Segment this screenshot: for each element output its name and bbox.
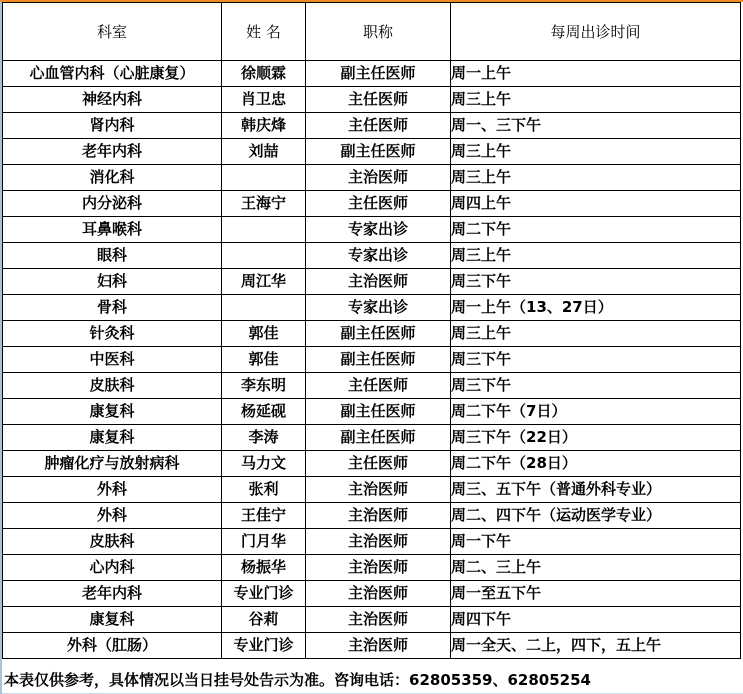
schedule-table (2, 2, 741, 659)
table-row (3, 503, 741, 529)
table-row (3, 581, 741, 607)
cell-time: 周三下午 (451, 373, 741, 399)
cell-time: 周二下午 (451, 217, 741, 243)
cell-dept: 妇科 (3, 269, 222, 295)
table-row (3, 243, 741, 269)
cell-title: 副主任医师 (306, 321, 451, 347)
cell-name: 李涛 (222, 425, 306, 451)
footer-note: 本表仅供参考，具体情况以当日挂号处告示为准。咨询电话：62805359、62805254 (2, 668, 743, 694)
cell-title: 主治医师 (306, 633, 451, 659)
cell-dept: 康复科 (3, 399, 222, 425)
table-row (3, 87, 741, 113)
cell-name: 郭佳 (222, 347, 306, 373)
cell-time: 周三上午 (451, 139, 741, 165)
cell-dept: 中医科 (3, 347, 222, 373)
cell-time: 周二下午（7日） (451, 399, 741, 425)
cell-name: 门月华 (222, 529, 306, 555)
cell-dept: 康复科 (3, 607, 222, 633)
cell-name: 专业门诊 (222, 633, 306, 659)
cell-title: 副主任医师 (306, 347, 451, 373)
cell-time: 周三、五下午（普通外科专业） (451, 477, 741, 503)
cell-name: 徐顺霖 (222, 61, 306, 87)
cell-title: 主任医师 (306, 113, 451, 139)
cell-title: 主任医师 (306, 451, 451, 477)
table-row (3, 165, 741, 191)
cell-title: 主任医师 (306, 87, 451, 113)
cell-time: 周一上午（13、27日） (451, 295, 741, 321)
cell-dept: 心内科 (3, 555, 222, 581)
cell-name: 专业门诊 (222, 581, 306, 607)
cell-time: 周三下午 (451, 347, 741, 373)
cell-time: 周三下午 (451, 269, 741, 295)
cell-title: 专家出诊 (306, 243, 451, 269)
cell-dept: 内分泌科 (3, 191, 222, 217)
cell-name: 肖卫忠 (222, 87, 306, 113)
cell-name: 杨延砚 (222, 399, 306, 425)
cell-dept: 针灸科 (3, 321, 222, 347)
cell-title: 主任医师 (306, 373, 451, 399)
header-name: 姓 名 (222, 3, 306, 61)
cell-name: 马力文 (222, 451, 306, 477)
cell-name (222, 295, 306, 321)
cell-time: 周四上午 (451, 191, 741, 217)
cell-dept: 肿瘤化疗与放射病科 (3, 451, 222, 477)
cell-name: 谷莉 (222, 607, 306, 633)
table-row (3, 373, 741, 399)
cell-title: 主治医师 (306, 529, 451, 555)
cell-title: 主治医师 (306, 477, 451, 503)
cell-title: 副主任医师 (306, 139, 451, 165)
cell-name: 王佳宁 (222, 503, 306, 529)
cell-time: 周一上午 (451, 61, 741, 87)
cell-time: 周一、三下午 (451, 113, 741, 139)
header-dept: 科室 (3, 3, 222, 61)
cell-dept: 皮肤科 (3, 373, 222, 399)
cell-title: 主治医师 (306, 165, 451, 191)
cell-name: 韩庆烽 (222, 113, 306, 139)
cell-time: 周一至五下午 (451, 581, 741, 607)
cell-dept: 眼科 (3, 243, 222, 269)
cell-name: 李东明 (222, 373, 306, 399)
cell-title: 副主任医师 (306, 399, 451, 425)
cell-time: 周一下午 (451, 529, 741, 555)
cell-name: 郭佳 (222, 321, 306, 347)
cell-title: 主治医师 (306, 555, 451, 581)
cell-time: 周二、三上午 (451, 555, 741, 581)
cell-dept: 皮肤科 (3, 529, 222, 555)
cell-time: 周三上午 (451, 243, 741, 269)
cell-name: 周江华 (222, 269, 306, 295)
cell-time: 周三上午 (451, 87, 741, 113)
cell-dept: 骨科 (3, 295, 222, 321)
cell-name: 张利 (222, 477, 306, 503)
cell-time: 周四下午 (451, 607, 741, 633)
cell-dept: 外科 (3, 477, 222, 503)
table-row (3, 425, 741, 451)
cell-title: 副主任医师 (306, 61, 451, 87)
cell-dept: 老年内科 (3, 139, 222, 165)
cell-title: 副主任医师 (306, 425, 451, 451)
table-row (3, 607, 741, 633)
table-row (3, 61, 741, 87)
table-row (3, 347, 741, 373)
cell-time: 周三上午 (451, 321, 741, 347)
table-row (3, 191, 741, 217)
table-row (3, 477, 741, 503)
cell-title: 主治医师 (306, 503, 451, 529)
cell-dept: 神经内科 (3, 87, 222, 113)
table-row (3, 295, 741, 321)
cell-name (222, 243, 306, 269)
table-row (3, 269, 741, 295)
table-row (3, 217, 741, 243)
header-row (3, 3, 741, 61)
cell-name: 杨振华 (222, 555, 306, 581)
cell-title: 主治医师 (306, 581, 451, 607)
table-row (3, 633, 741, 659)
cell-dept: 消化科 (3, 165, 222, 191)
cell-dept: 康复科 (3, 425, 222, 451)
cell-name: 王海宁 (222, 191, 306, 217)
cell-name (222, 165, 306, 191)
cell-dept: 老年内科 (3, 581, 222, 607)
cell-title: 专家出诊 (306, 217, 451, 243)
cell-title: 主任医师 (306, 191, 451, 217)
header-title: 职称 (306, 3, 451, 61)
table-row (3, 555, 741, 581)
header-time: 每周出诊时间 (451, 3, 741, 61)
cell-dept: 耳鼻喉科 (3, 217, 222, 243)
cell-name: 刘喆 (222, 139, 306, 165)
cell-time: 周一全天、二上，四下，五上午 (451, 633, 741, 659)
cell-time: 周二、四下午（运动医学专业） (451, 503, 741, 529)
table-row (3, 139, 741, 165)
cell-dept: 肾内科 (3, 113, 222, 139)
cell-time: 周二下午（28日） (451, 451, 741, 477)
cell-time: 周三下午（22日） (451, 425, 741, 451)
cell-dept: 外科（肛肠） (3, 633, 222, 659)
table-row (3, 451, 741, 477)
cell-title: 主治医师 (306, 269, 451, 295)
cell-dept: 心血管内科（心脏康复） (3, 61, 222, 87)
table-row (3, 399, 741, 425)
cell-title: 主治医师 (306, 607, 451, 633)
cell-dept: 外科 (3, 503, 222, 529)
cell-time: 周三上午 (451, 165, 741, 191)
table-row (3, 113, 741, 139)
cell-title: 专家出诊 (306, 295, 451, 321)
cell-name (222, 217, 306, 243)
table-row (3, 529, 741, 555)
table-row (3, 321, 741, 347)
